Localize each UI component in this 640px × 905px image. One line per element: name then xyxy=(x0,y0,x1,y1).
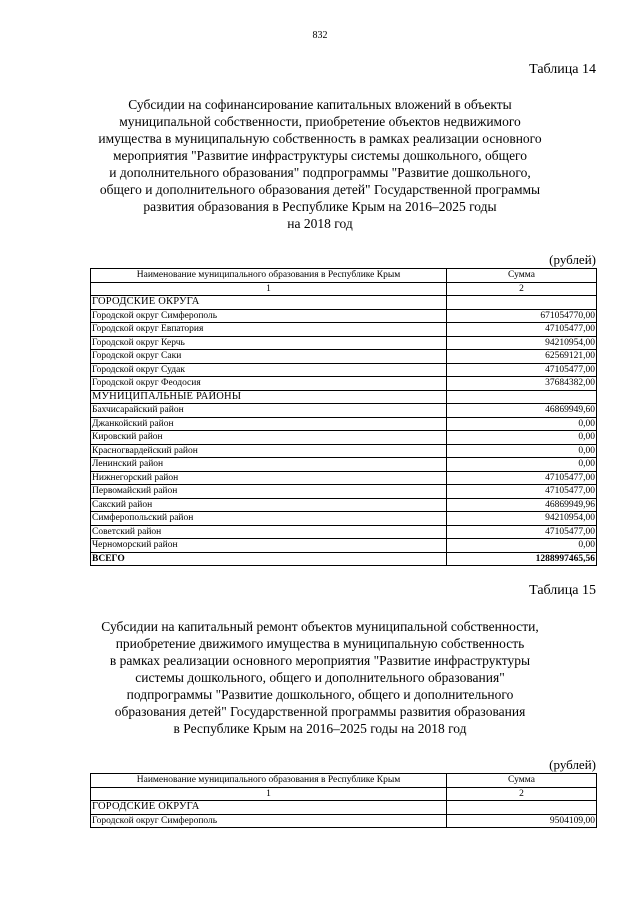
column-number: 2 xyxy=(447,282,597,296)
table-row xyxy=(91,309,597,323)
title-line: имущества в муниципальную собственность в рамках реализации основного xyxy=(98,131,542,146)
table-row xyxy=(91,471,597,485)
page-number: 832 xyxy=(312,30,328,41)
table-row xyxy=(91,458,597,472)
table-14-title xyxy=(60,96,580,232)
title-line: в Республике Крым на 2016–2025 годы на 2018 год xyxy=(173,721,467,736)
table-row xyxy=(91,444,597,458)
section-row xyxy=(91,801,597,815)
section-title: МУНИЦИПАЛЬНЫЕ РАЙОНЫ xyxy=(91,390,447,404)
row-sum: 47105477,00 xyxy=(447,323,597,337)
row-name: Городской округ Феодосия xyxy=(91,377,447,391)
title-line: муниципальной собственности, приобретение объектов недвижимого xyxy=(119,114,521,129)
row-sum: 0,00 xyxy=(447,444,597,458)
column-header-name: Наименование муниципального образования в Республике Крым xyxy=(91,269,447,283)
row-sum: 0,00 xyxy=(447,458,597,472)
column-header-name: Наименование муниципального образования в Республике Крым xyxy=(91,774,447,788)
empty-cell xyxy=(447,390,597,404)
column-header-sum: Сумма xyxy=(447,774,597,788)
title-line: системы дошкольного, общего и дополнительного образования" xyxy=(135,670,505,685)
table-14-units: (рублей) xyxy=(549,252,596,267)
column-header-sum: Сумма xyxy=(447,269,597,283)
row-sum: 47105477,00 xyxy=(447,363,597,377)
table-14 xyxy=(90,268,597,566)
section-title: ГОРОДСКИЕ ОКРУГА xyxy=(91,296,447,310)
row-name: Первомайский район xyxy=(91,485,447,499)
section-row xyxy=(91,296,597,310)
table-row xyxy=(91,485,597,499)
row-name: Черноморский район xyxy=(91,539,447,553)
row-sum: 0,00 xyxy=(447,431,597,445)
row-name: Ленинский район xyxy=(91,458,447,472)
row-sum: 671054770,00 xyxy=(447,309,597,323)
title-line: развития образования в Республике Крым на 2016–2025 годы xyxy=(143,199,497,214)
table-row xyxy=(91,336,597,350)
column-number: 1 xyxy=(91,282,447,296)
row-sum: 9504109,00 xyxy=(447,814,597,828)
title-line: мероприятия "Развитие инфраструктуры системы дошкольного, общего xyxy=(112,148,528,163)
table-15 xyxy=(90,773,597,828)
title-line: общего и дополнительного образования детей" Государственной программы xyxy=(99,182,541,197)
table-header-row xyxy=(91,269,597,283)
total-sum: 1288997465,56 xyxy=(447,552,597,566)
row-name: Городской округ Судак xyxy=(91,363,447,377)
column-number: 2 xyxy=(447,787,597,801)
table-row xyxy=(91,377,597,391)
title-line: Субсидии на капитальный ремонт объектов муниципальной собственности, xyxy=(101,619,539,634)
row-name: Городской округ Симферополь xyxy=(91,814,447,828)
title-line: подпрограммы "Развитие дошкольного, общего и дополнительного xyxy=(126,687,514,702)
row-sum: 0,00 xyxy=(447,539,597,553)
table-row xyxy=(91,512,597,526)
total-row xyxy=(91,552,597,566)
row-name: Городской округ Симферополь xyxy=(91,309,447,323)
table-header-row xyxy=(91,774,597,788)
row-name: Нижнегорский район xyxy=(91,471,447,485)
row-sum: 47105477,00 xyxy=(447,485,597,499)
row-sum: 47105477,00 xyxy=(447,525,597,539)
table-row xyxy=(91,363,597,377)
row-name: Красногвардейский район xyxy=(91,444,447,458)
total-label: ВСЕГО xyxy=(91,552,447,566)
table-15-units: (рублей) xyxy=(549,757,596,772)
title-line: и дополнительного образования" подпрограммы "Развитие дошкольного, xyxy=(109,165,531,180)
row-sum: 94210954,00 xyxy=(447,336,597,350)
row-sum: 46869949,60 xyxy=(447,404,597,418)
row-name: Бахчисарайский район xyxy=(91,404,447,418)
table-15-title xyxy=(60,618,580,737)
row-name: Городской округ Евпатория xyxy=(91,323,447,337)
title-line: на 2018 год xyxy=(287,216,353,231)
column-number: 1 xyxy=(91,787,447,801)
row-name: Городской округ Керчь xyxy=(91,336,447,350)
title-line: образования детей" Государственной программы развития образования xyxy=(114,704,526,719)
row-sum: 94210954,00 xyxy=(447,512,597,526)
table-row xyxy=(91,498,597,512)
table-row xyxy=(91,814,597,828)
row-name: Кировский район xyxy=(91,431,447,445)
table-row xyxy=(91,404,597,418)
table-row xyxy=(91,350,597,364)
table-15-label: Таблица 15 xyxy=(529,583,596,598)
row-name: Симферопольский район xyxy=(91,512,447,526)
title-line: приобретение движимого имущества в муниципальную собственность xyxy=(115,636,525,651)
section-title: ГОРОДСКИЕ ОКРУГА xyxy=(91,801,447,815)
title-line: в рамках реализации основного мероприятия "Развитие инфраструктуры xyxy=(109,653,531,668)
row-name: Советский район xyxy=(91,525,447,539)
table-row xyxy=(91,539,597,553)
table-14-label: Таблица 14 xyxy=(529,62,596,77)
empty-cell xyxy=(447,296,597,310)
row-name: Джанкойский район xyxy=(91,417,447,431)
table-row xyxy=(91,323,597,337)
column-number-row xyxy=(91,282,597,296)
table-row xyxy=(91,417,597,431)
column-number-row xyxy=(91,787,597,801)
row-sum: 46869949,96 xyxy=(447,498,597,512)
row-sum: 62569121,00 xyxy=(447,350,597,364)
table-row xyxy=(91,431,597,445)
empty-cell xyxy=(447,801,597,815)
table-row xyxy=(91,525,597,539)
row-sum: 37684382,00 xyxy=(447,377,597,391)
row-sum: 47105477,00 xyxy=(447,471,597,485)
title-line: Субсидии на софинансирование капитальных вложений в объекты xyxy=(128,97,512,112)
section-row xyxy=(91,390,597,404)
row-sum: 0,00 xyxy=(447,417,597,431)
row-name: Городской округ Саки xyxy=(91,350,447,364)
row-name: Сакский район xyxy=(91,498,447,512)
